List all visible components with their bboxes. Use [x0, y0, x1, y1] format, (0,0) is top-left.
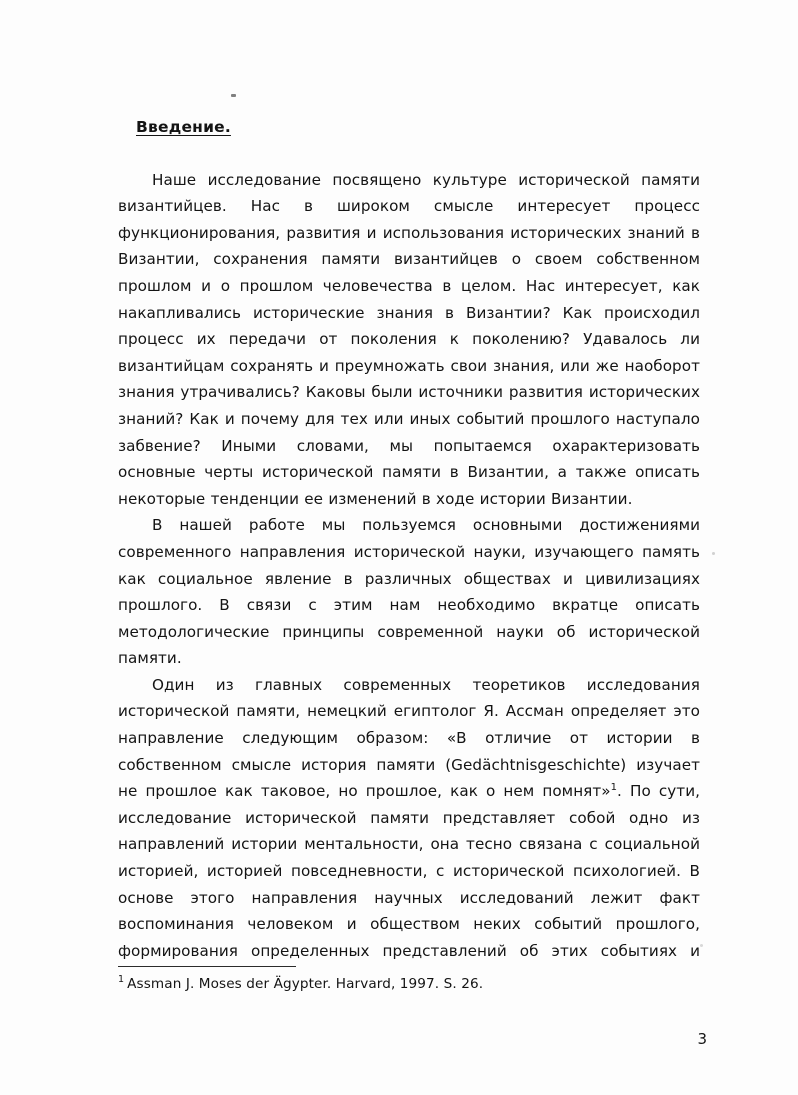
page-body	[118, 118, 700, 964]
paragraph-1	[118, 167, 700, 513]
footnote-citation-text: Assman J. Moses der Ägypter. Harvard, 1997. S. 26.	[127, 976, 484, 992]
page-number: 3	[697, 1030, 707, 1048]
scan-artifact-speck	[712, 552, 715, 555]
paragraph-2-text: В нашей работе мы пользуемся основными достижениями современного направления исторической науки, изучающего память как социальное явление в различных обществах и цивилизациях прошлого. В связи с этим нам необходимо вкратце описать методологические принципы современной науки об исторической памяти.	[118, 516, 700, 668]
footnote-reference-marker[interactable]: 1	[610, 782, 618, 794]
footnote-number: 1	[118, 974, 125, 986]
paragraph-3-text-after-footnote-ref: . По сути, исследование исторической памяти представляет собой одно из направлений истории ментальности, она тесно связана с социальной историей, историей повседневности, с исторической психологией. В основе этого направления научных исследований лежит факт воспоминания человеком и обществом неких событий прошлого, формирования определенных представлений об этих событиях и	[118, 782, 700, 960]
footnote-separator-rule	[118, 966, 296, 967]
paragraph-1-text: Наше исследование посвящено культуре исторической памяти византийцев. Нас в широком смысле интересует процесс функционирования, развития и использования исторических знаний в Византии, сохранения памяти византийцев о своем собственном прошлом и о прошлом человечества в целом. Нас интересует, как накапливались исторические знания в Византии? Как происходил процесс их передачи от поколения к поколению? Удавалось ли византийцам сохранять и преумножать свои знания, или же наоборот знания утрачивались? Каковы были источники развития исторических знаний? Как и почему для тех или иных событий прошлого наступало забвение? Иными словами, мы попытаемся охарактеризовать основные черты исторической памяти в Византии, а также описать некоторые тенденции ее изменений в ходе истории Византии.	[118, 170, 700, 508]
scan-artifact-speck	[700, 944, 703, 947]
footnote-area	[118, 966, 700, 994]
paragraph-3	[118, 672, 700, 965]
section-heading: Введение.	[136, 118, 231, 136]
paragraph-3-text-before-footnote-ref: Один из главных современных теоретиков исследования исторической памяти, немецкий египтолог Я. Ассман определяет это направление следующим образом: «В отличие от истории в собственном смысле история памяти (Gedächtnisgeschichte) изучает не прошлое как таковое, но прошлое, как о нем помнят»	[118, 675, 700, 801]
footnote-entry	[118, 975, 700, 994]
scan-artifact-speck	[231, 94, 236, 97]
paragraph-2	[118, 512, 700, 672]
